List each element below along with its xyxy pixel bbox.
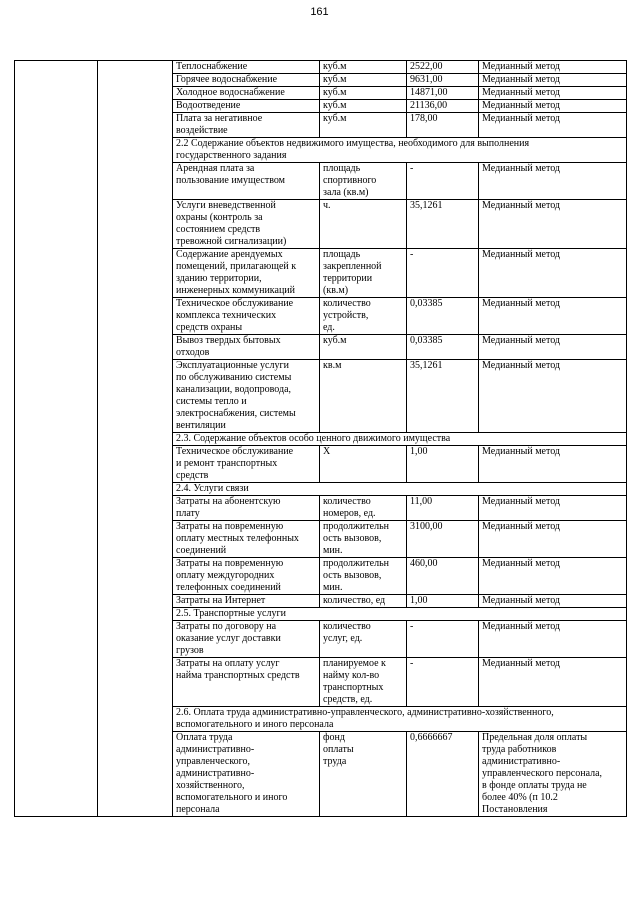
unit-cell: куб.м: [320, 74, 407, 87]
value-cell: 1,00: [407, 595, 479, 608]
method-cell: Медианный метод: [479, 360, 627, 433]
cost-item-name: Водоотведение: [173, 100, 320, 113]
unit-cell: количество номеров, ед.: [320, 496, 407, 521]
unit-cell: количество, ед: [320, 595, 407, 608]
value-cell: 178,00: [407, 113, 479, 138]
cost-item-name: Холодное водоснабжение: [173, 87, 320, 100]
section-heading: 2.5. Транспортные услуги: [173, 608, 627, 621]
unit-cell: куб.м: [320, 113, 407, 138]
cost-item-name: Затраты на Интернет: [173, 595, 320, 608]
second-blank-column: [98, 61, 173, 817]
unit-cell: куб.м: [320, 335, 407, 360]
value-cell: 460,00: [407, 558, 479, 595]
table-row: [15, 61, 627, 74]
cost-item-name: Оплата труда административно- управленческого, административно- хозяйственного, вспомогательного и иного персонала: [173, 732, 320, 817]
unit-cell: количество устройств, ед.: [320, 298, 407, 335]
value-cell: 0,03385: [407, 335, 479, 360]
method-cell: Медианный метод: [479, 163, 627, 200]
unit-cell: количество услуг, ед.: [320, 621, 407, 658]
value-cell: 35,1261: [407, 200, 479, 249]
value-cell: 0,03385: [407, 298, 479, 335]
section-heading: 2.4. Услуги связи: [173, 483, 627, 496]
unit-cell: площадь закрепленной территории (кв.м): [320, 249, 407, 298]
value-cell: -: [407, 163, 479, 200]
cost-item-name: Теплоснабжение: [173, 61, 320, 74]
cost-item-name: Горячее водоснабжение: [173, 74, 320, 87]
cost-item-name: Затраты на повременную оплату местных телефонных соединений: [173, 521, 320, 558]
value-cell: 2522,00: [407, 61, 479, 74]
method-cell: Медианный метод: [479, 113, 627, 138]
section-heading: 2.6. Оплата труда административно-управленческого, административно-хозяйственного, вспомогательного и иного персонала: [173, 707, 627, 732]
section-heading: 2.2 Содержание объектов недвижимого имущества, необходимого для выполнения государственного задания: [173, 138, 627, 163]
method-cell: Медианный метод: [479, 100, 627, 113]
value-cell: 35,1261: [407, 360, 479, 433]
cost-item-name: Затраты по договору на оказание услуг доставки грузов: [173, 621, 320, 658]
page-number: 161: [310, 6, 329, 18]
cost-item-name: Эксплуатационные услуги по обслуживанию системы канализации, водопровода, системы тепло и электроснабжения, системы вентиляции: [173, 360, 320, 433]
value-cell: 3100,00: [407, 521, 479, 558]
cost-item-name: Техническое обслуживание комплекса технических средств охраны: [173, 298, 320, 335]
cost-item-name: Затраты на абонентскую плату: [173, 496, 320, 521]
value-cell: 1,00: [407, 446, 479, 483]
value-cell: 9631,00: [407, 74, 479, 87]
method-cell: Медианный метод: [479, 87, 627, 100]
method-cell: Медианный метод: [479, 521, 627, 558]
method-cell: Медианный метод: [479, 200, 627, 249]
value-cell: 14871,00: [407, 87, 479, 100]
unit-cell: кв.м: [320, 360, 407, 433]
cost-item-name: Содержание арендуемых помещений, прилагающей к зданию территории, инженерных коммуникаций: [173, 249, 320, 298]
method-cell: Медианный метод: [479, 595, 627, 608]
unit-cell: куб.м: [320, 87, 407, 100]
cost-item-name: Техническое обслуживание и ремонт транспортных средств: [173, 446, 320, 483]
unit-cell: планируемое к найму кол-во транспортных средств, ед.: [320, 658, 407, 707]
method-cell: Медианный метод: [479, 335, 627, 360]
method-cell: Предельная доля оплаты труда работников административно- управленческого персонала, в фонде оплаты труда не более 40% (п 10.2 Постановления: [479, 732, 627, 817]
method-cell: Медианный метод: [479, 658, 627, 707]
method-cell: Медианный метод: [479, 621, 627, 658]
unit-cell: Х: [320, 446, 407, 483]
unit-cell: площадь спортивного зала (кв.м): [320, 163, 407, 200]
unit-cell: продолжительн ость вызовов, мин.: [320, 521, 407, 558]
cost-item-name: Вывоз твердых бытовых отходов: [173, 335, 320, 360]
value-cell: -: [407, 658, 479, 707]
section-heading: 2.3. Содержание объектов особо ценного движимого имущества: [173, 433, 627, 446]
cost-table: [14, 60, 627, 817]
value-cell: 21136,00: [407, 100, 479, 113]
method-cell: Медианный метод: [479, 446, 627, 483]
unit-cell: ч.: [320, 200, 407, 249]
cost-table-body: [15, 61, 627, 817]
method-cell: Медианный метод: [479, 249, 627, 298]
method-cell: Медианный метод: [479, 298, 627, 335]
cost-item-name: Арендная плата за пользование имуществом: [173, 163, 320, 200]
cost-item-name: Затраты на оплату услуг найма транспортных средств: [173, 658, 320, 707]
method-cell: Медианный метод: [479, 61, 627, 74]
value-cell: 11,00: [407, 496, 479, 521]
left-blank-column: [15, 61, 98, 817]
value-cell: 0,6666667: [407, 732, 479, 817]
unit-cell: продолжительн ость вызовов, мин.: [320, 558, 407, 595]
method-cell: Медианный метод: [479, 74, 627, 87]
unit-cell: куб.м: [320, 100, 407, 113]
value-cell: -: [407, 249, 479, 298]
cost-item-name: Услуги вневедственной охраны (контроль за состоянием средств тревожной сигнализации): [173, 200, 320, 249]
unit-cell: куб.м: [320, 61, 407, 74]
cost-item-name: Затраты на повременную оплату междугородних телефонных соединений: [173, 558, 320, 595]
method-cell: Медианный метод: [479, 496, 627, 521]
cost-item-name: Плата за негативное воздействие: [173, 113, 320, 138]
value-cell: -: [407, 621, 479, 658]
method-cell: Медианный метод: [479, 558, 627, 595]
unit-cell: фонд оплаты труда: [320, 732, 407, 817]
